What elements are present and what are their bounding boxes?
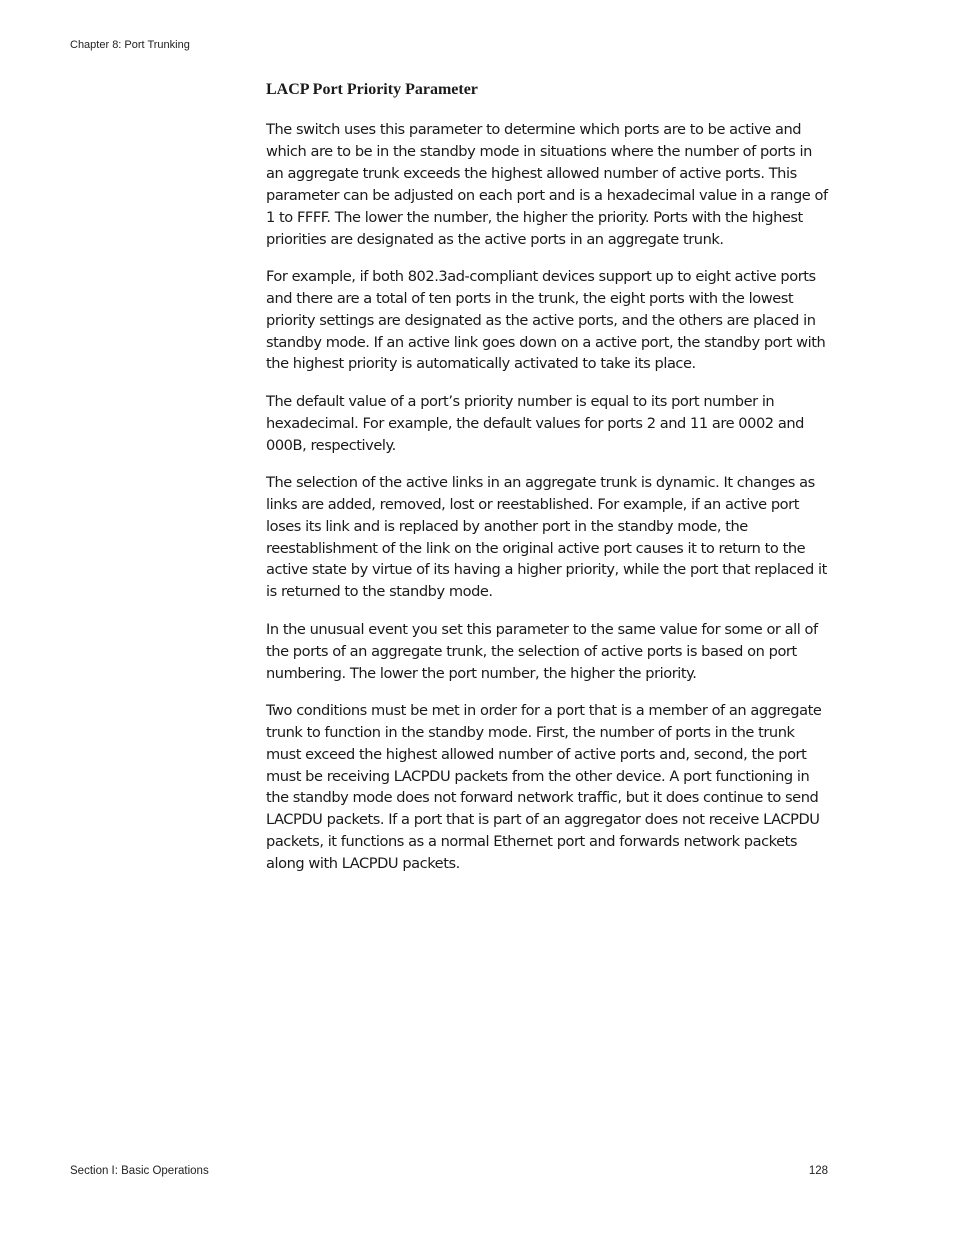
paragraph-1: The switch uses this parameter to determine which ports are to be active and which are to be in the standby mode in situations where the number of ports in an aggregate trunk exceeds the highest allowed number of active ports. This parameter can be adjusted on each port and is a hexadecimal value in a range of 1 to FFFF. The lower the number, the higher the priority. Ports with the highest priorities are designated as the active ports in an aggregate trunk. xyxy=(266,121,828,248)
running-header-chapter: Chapter 8: Port Trunking xyxy=(70,39,190,51)
main-content xyxy=(266,79,830,890)
paragraph-2: For example, if both 802.3ad-compliant devices support up to eight active ports and there are a total of ten ports in the trunk, the eight ports with the lowest priority settings are designated as the active ports, and the others are placed in standby mode. If an active link goes down on a active port, the standby port with the highest priority is automatically activated to take its place. xyxy=(266,267,826,373)
paragraph-6: Two conditions must be met in order for a port that is a member of an aggregate trunk to function in the standby mode. First, the number of ports in the trunk must exceed the highest allowed number of active ports and, second, the port must be receiving LACPDU packets from the other device. A port functioning in the standby mode does not forward network traffic, but it does continue to send LACPDU packets. If a port that is part of an aggregator does not receive LACPDU packets, it functions as a normal Ethernet port and forwards network packets along with LACPDU packets. xyxy=(266,701,822,873)
paragraph-5: In the unusual event you set this parameter to the same value for some or all of the ports of an aggregate trunk, the selection of active ports is based on port numbering. The lower the port number, the higher the priority. xyxy=(266,620,818,682)
paragraph-4: The selection of the active links in an aggregate trunk is dynamic. It changes as links are added, removed, lost or reestablished. For example, if an active port loses its link and is replaced by another port in the standby mode, the reestablishment of the link on the original active port causes it to return to the active state by virtue of its having a higher priority, while the port that replaced it is returned to the standby mode. xyxy=(266,473,827,601)
footer-page-number: 128 xyxy=(808,1165,828,1177)
footer-section-label: Section I: Basic Operations xyxy=(70,1165,209,1177)
section-heading: LACP Port Priority Parameter xyxy=(266,81,478,98)
paragraph-3: The default value of a port’s priority number is equal to its port number in hexadecimal. For example, the default values for ports 2 and 11 are 0002 and 000B, respectively. xyxy=(266,392,804,454)
